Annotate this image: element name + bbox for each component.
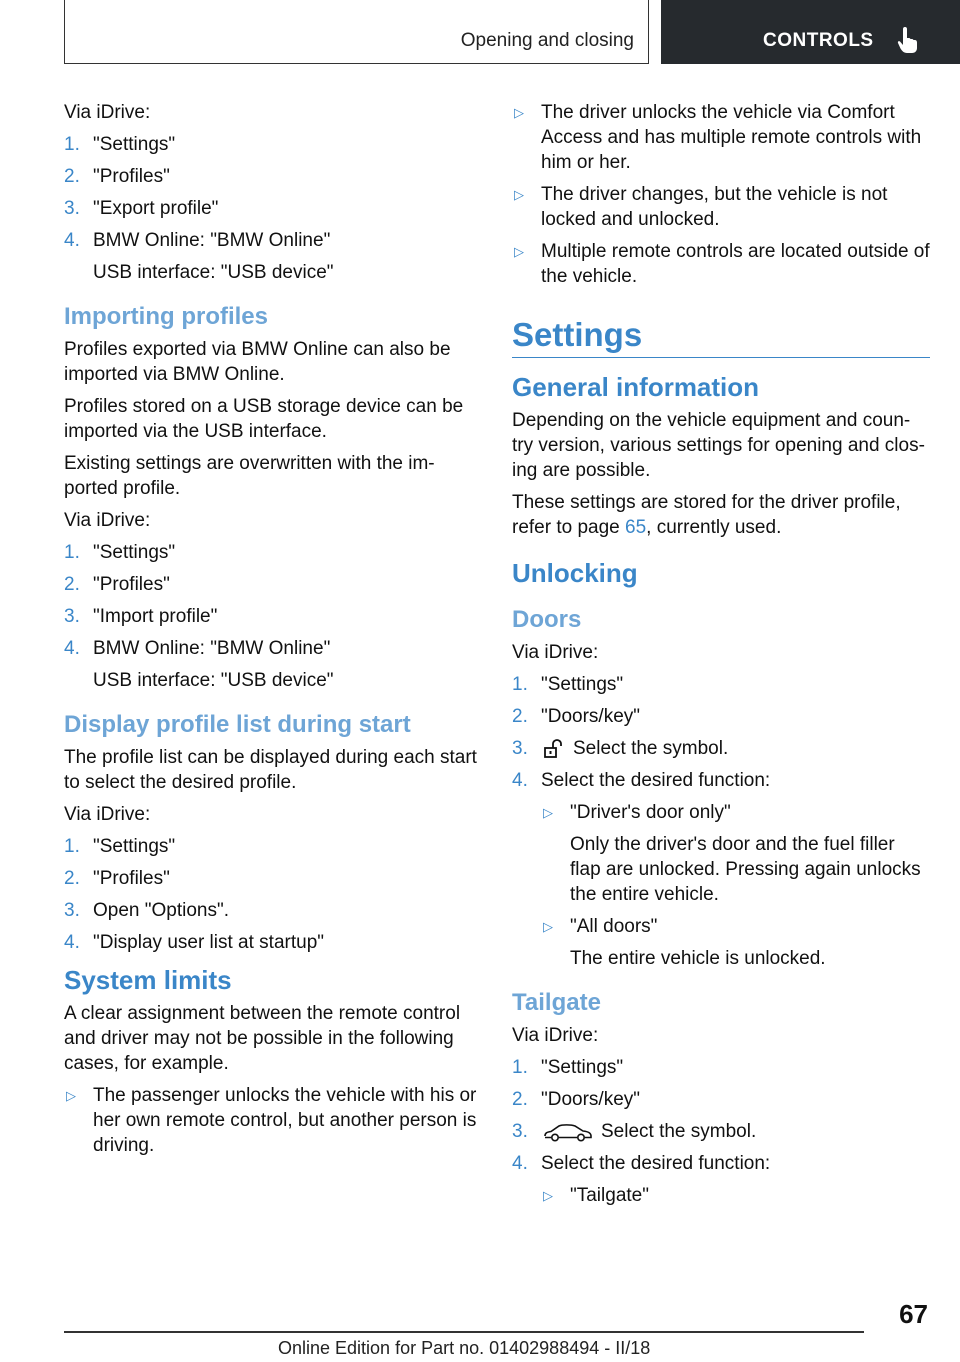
import-steps-list [64,540,482,693]
list-number: 2. [64,166,80,187]
list-item [64,636,482,693]
list-item [512,736,930,761]
heading-unlocking: Unlocking [512,558,638,588]
list-number: 4. [64,230,80,251]
list-item [64,930,482,955]
list-text: "Display user list at startup" [93,932,325,953]
unlock-icon [543,738,565,760]
list-number: 1. [64,134,80,155]
paragraph [512,490,930,540]
list-number: 4. [64,932,80,953]
bullet-text: "Tailgate" [570,1185,649,1206]
list-text: "Settings" [541,1057,624,1078]
bullet-item [64,1083,482,1158]
list-text [93,636,482,693]
list-number: 3. [512,1121,528,1142]
page-number: 67 [899,1299,928,1329]
list-number: 3. [64,606,80,627]
left-column [64,100,482,1165]
list-number: 1. [512,1057,528,1078]
list-number: 1. [512,674,528,695]
list-item [64,164,482,189]
triangle-bullet-icon: ▷ [543,805,553,820]
right-column [512,100,930,1215]
list-text-main: BMW Online: "BMW Online" [93,638,331,659]
via-idrive-label: Via iDrive: [512,642,599,663]
bullet-item [541,914,930,971]
paragraph: Depending on the vehicle equipment and coun‐try version, various settings for opening and clos‐ing are possible. [512,410,925,481]
list-number: 2. [64,868,80,889]
list-item [512,1119,930,1144]
list-text: "Profiles" [93,574,170,595]
bullet-item [541,1183,930,1208]
header-chapter-title: CONTROLS [763,30,874,51]
heading-general-information: General information [512,372,760,402]
list-number: 4. [64,638,80,659]
list-text: "Import profile" [93,606,218,627]
bullet-text: Multiple remote controls are located outside of the vehicle. [541,241,930,287]
list-item [512,672,930,697]
list-text: "Doors/key" [541,1089,641,1110]
list-item [64,898,482,923]
paragraph: Profiles stored on a USB storage device can be imported via the USB interface. [64,396,464,442]
footer-divider [64,1331,864,1333]
header-chapter-box [661,0,960,64]
paragraph: A clear assignment between the remote control and driver may not be possible in the following cases, for example. [64,1003,461,1074]
list-number: 3. [512,738,528,759]
doors-options-list [512,800,930,971]
list-item [64,228,482,285]
list-text [93,228,482,285]
list-item [64,866,482,891]
paragraph-text: These settings are stored for the driver profile, refer to page [512,492,901,538]
list-text: "Settings" [93,542,176,563]
paragraph-text: , currently used. [646,517,782,538]
bullet-text [570,914,930,971]
bullet-item [541,800,930,907]
paragraph: The profile list can be displayed during each start to select the desired profile. [64,747,477,793]
bullet-text-main: "Driver's door only" [570,802,731,823]
heading-doors: Doors [512,606,582,633]
list-item [512,1151,930,1176]
triangle-bullet-icon: ▷ [514,244,524,259]
list-number: 3. [64,198,80,219]
heading-importing-profiles: Importing profiles [64,303,268,330]
doors-steps-list [512,672,930,793]
header-section-box [64,0,649,64]
bullet-text-main: "All doors" [570,916,658,937]
list-item [64,572,482,597]
via-idrive-label: Via iDrive: [64,510,151,531]
bullet-text-sub: Only the driver's door and the fuel filler flap are unlocked. Pressing again unlocks the entire vehicle. [570,834,921,905]
tailgate-options-list [512,1183,930,1208]
list-item [64,540,482,565]
via-idrive-label: Via iDrive: [512,1025,599,1046]
heading-settings: Settings [512,315,930,358]
footer-edition: Online Edition for Part no. 01402988494 - II/18 [278,1338,651,1358]
list-text [541,736,930,761]
list-item [512,1055,930,1080]
display-steps-list [64,834,482,955]
list-number: 4. [512,770,528,791]
page-reference-link[interactable]: 65 [625,517,647,538]
triangle-bullet-icon: ▷ [543,1188,553,1203]
car-icon [543,1122,593,1142]
bullet-text: The passenger unlocks the vehicle with his or her own remote control, but another person is driving. [93,1085,477,1156]
list-text: "Settings" [93,134,176,155]
list-text: "Export profile" [93,198,219,219]
via-idrive-label: Via iDrive: [64,102,151,123]
list-item [64,132,482,157]
triangle-bullet-icon: ▷ [514,105,524,120]
list-number: 1. [64,836,80,857]
list-text-sub: USB interface: "USB device" [93,670,334,691]
tailgate-steps-list [512,1055,930,1176]
paragraph: Profiles exported via BMW Online can also be imported via BMW Online. [64,339,451,385]
list-number: 2. [64,574,80,595]
triangle-bullet-icon: ▷ [514,187,524,202]
bullet-text-sub: The entire vehicle is unlocked. [570,948,826,969]
bullet-text: The driver unlocks the vehicle via Comfort Access and has multiple remote controls with him or her. [541,102,922,173]
list-text [541,1119,930,1144]
limits-bullet-list [64,1083,482,1158]
heading-display-profile-list: Display profile list during start [64,711,411,738]
heading-tailgate: Tailgate [512,989,601,1016]
list-text-main: Select the symbol. [601,1121,757,1142]
list-item [64,604,482,629]
list-text-main: BMW Online: "BMW Online" [93,230,331,251]
list-text: Select the desired function: [541,770,771,791]
header-section-title: Opening and closing [460,30,634,51]
list-text: "Settings" [541,674,624,695]
list-number: 2. [512,1089,528,1110]
bullet-text: The driver changes, but the vehicle is not locked and unlocked. [541,184,888,230]
list-text: Select the desired function: [541,1153,771,1174]
bullet-item [512,182,930,232]
triangle-bullet-icon: ▷ [543,919,553,934]
via-idrive-label: Via iDrive: [64,804,151,825]
list-item [512,768,930,793]
list-text-main: Select the symbol. [573,738,729,759]
triangle-bullet-icon: ▷ [66,1088,76,1103]
bullet-text [570,800,930,907]
limits-bullet-list-continued [512,100,930,289]
list-text-sub: USB interface: "USB device" [93,262,334,283]
bullet-item [512,100,930,175]
list-item [512,704,930,729]
list-number: 2. [512,706,528,727]
list-number: 4. [512,1153,528,1174]
list-text: Open "Options". [93,900,230,921]
list-text: "Profiles" [93,868,170,889]
list-number: 1. [64,542,80,563]
pointing-hand-icon [897,26,919,54]
paragraph: Existing settings are overwritten with the im‐ported profile. [64,453,435,499]
list-number: 3. [64,900,80,921]
export-steps-list [64,132,482,285]
bullet-item [512,239,930,289]
list-text: "Settings" [93,836,176,857]
list-item [64,834,482,859]
list-item [512,1087,930,1112]
list-text: "Profiles" [93,166,170,187]
list-item [64,196,482,221]
list-text: "Doors/key" [541,706,641,727]
heading-system-limits: System limits [64,965,232,995]
